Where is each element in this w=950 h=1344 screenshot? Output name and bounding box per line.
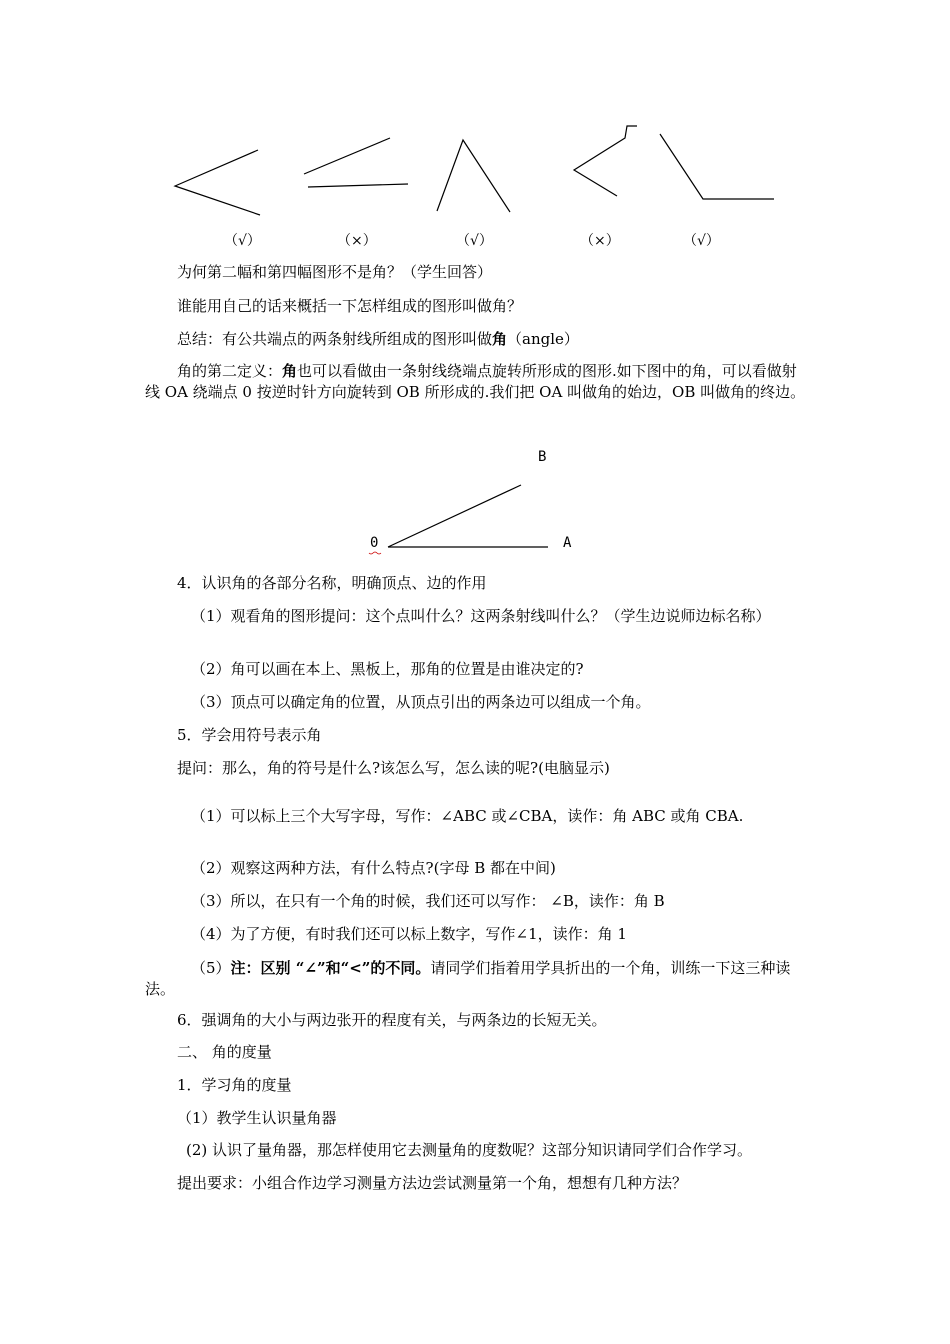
point-label-a: A [563,535,572,551]
summary-definition: 总结：有公共端点的两条射线所组成的图形叫做角（angle） [177,330,579,348]
shape-5-angle [660,134,774,199]
mark-shape-1: （√） [224,233,261,249]
mark-shape-5: （√） [683,233,720,249]
part-2-item-1: （1）教学生认识量角器 [177,1109,337,1127]
angle-examples-figure [0,0,950,260]
section-6-title: 6．强调角的大小与两边张开的程度有关，与两条边的长短无关。 [177,1011,607,1029]
shape-4-not-angle [574,126,637,196]
section-5-title: 5．学会用符号表示角 [177,726,322,744]
shape-2-not-angle [304,138,408,187]
shape-3-angle [437,140,510,212]
mark-shape-2: （×） [337,233,377,249]
part-2-item-2: (2) 认识了量角器，那怎样使用它去测量角的度数呢？这部分知识请同学们合作学习。 [186,1141,753,1159]
vertex-label-o: 0 [370,535,379,551]
mark-shape-3: （√） [456,233,493,249]
section-5-item-4: （4）为了方便，有时我们还可以标上数字，写作∠1，读作：角 1 [191,925,627,943]
section-4-title: 4．认识角的各部分名称，明确顶点、边的作用 [177,574,487,592]
part-2-subsection-1: 1．学习角的度量 [177,1076,292,1094]
spellcheck-underline [369,552,381,554]
part-2-requirement: 提出要求：小组合作边学习测量方法边尝试测量第一个角，想想有几种方法？ [177,1174,688,1192]
section-5-item-3: （3）所以，在只有一个角的时候，我们还可以写作： ∠B，读作：角 B [191,892,665,910]
question-summarize: 谁能用自己的话来概括一下怎样组成的图形叫做角？ [177,297,523,315]
section-4-item-1: （1）观看角的图形提问：这个点叫什么？这两条射线叫什么？（学生边说师边标名称） [191,607,771,625]
mark-shape-4: （×） [580,233,620,249]
section-5-question: 提问：那么，角的符号是什么?该怎么写，怎么读的呢?(电脑显示) [177,759,610,777]
section-4-item-3: （3）顶点可以确定角的位置，从顶点引出的两条边可以组成一个角。 [191,693,651,711]
section-5-item-2: （2）观察这两种方法，有什么特点?(字母 B 都在中间) [191,859,556,877]
section-5-item-5: （5）注：区别 “∠”和“<”的不同。请同学们指着用学具折出的一个角，训练一下这三种读法。 [145,959,791,998]
question-why-not-angles: 为何第二幅和第四幅图形不是角？（学生回答） [177,263,493,281]
part-2-title: 二、 角的度量 [177,1043,272,1061]
second-definition-paragraph: 角的第二定义：角也可以看做由一条射线绕端点旋转所形成的图形.如下图中的角，可以看做射线 OA 绕端点 0 按逆时针方向旋转到 OB 所形成的.我们把 OA 叫做角的始边，OB 叫做角的终边。 [145,362,806,401]
point-label-b: B [538,449,547,465]
section-4-item-2: （2）角可以画在本上、黑板上，那角的位置是由谁决定的? [191,660,584,678]
shape-1-angle [175,150,260,215]
section-5-item-1: （1）可以标上三个大写字母，写作：∠ABC 或∠CBA，读作：角 ABC 或角 CBA. [191,807,744,825]
ray-ob [388,485,521,547]
